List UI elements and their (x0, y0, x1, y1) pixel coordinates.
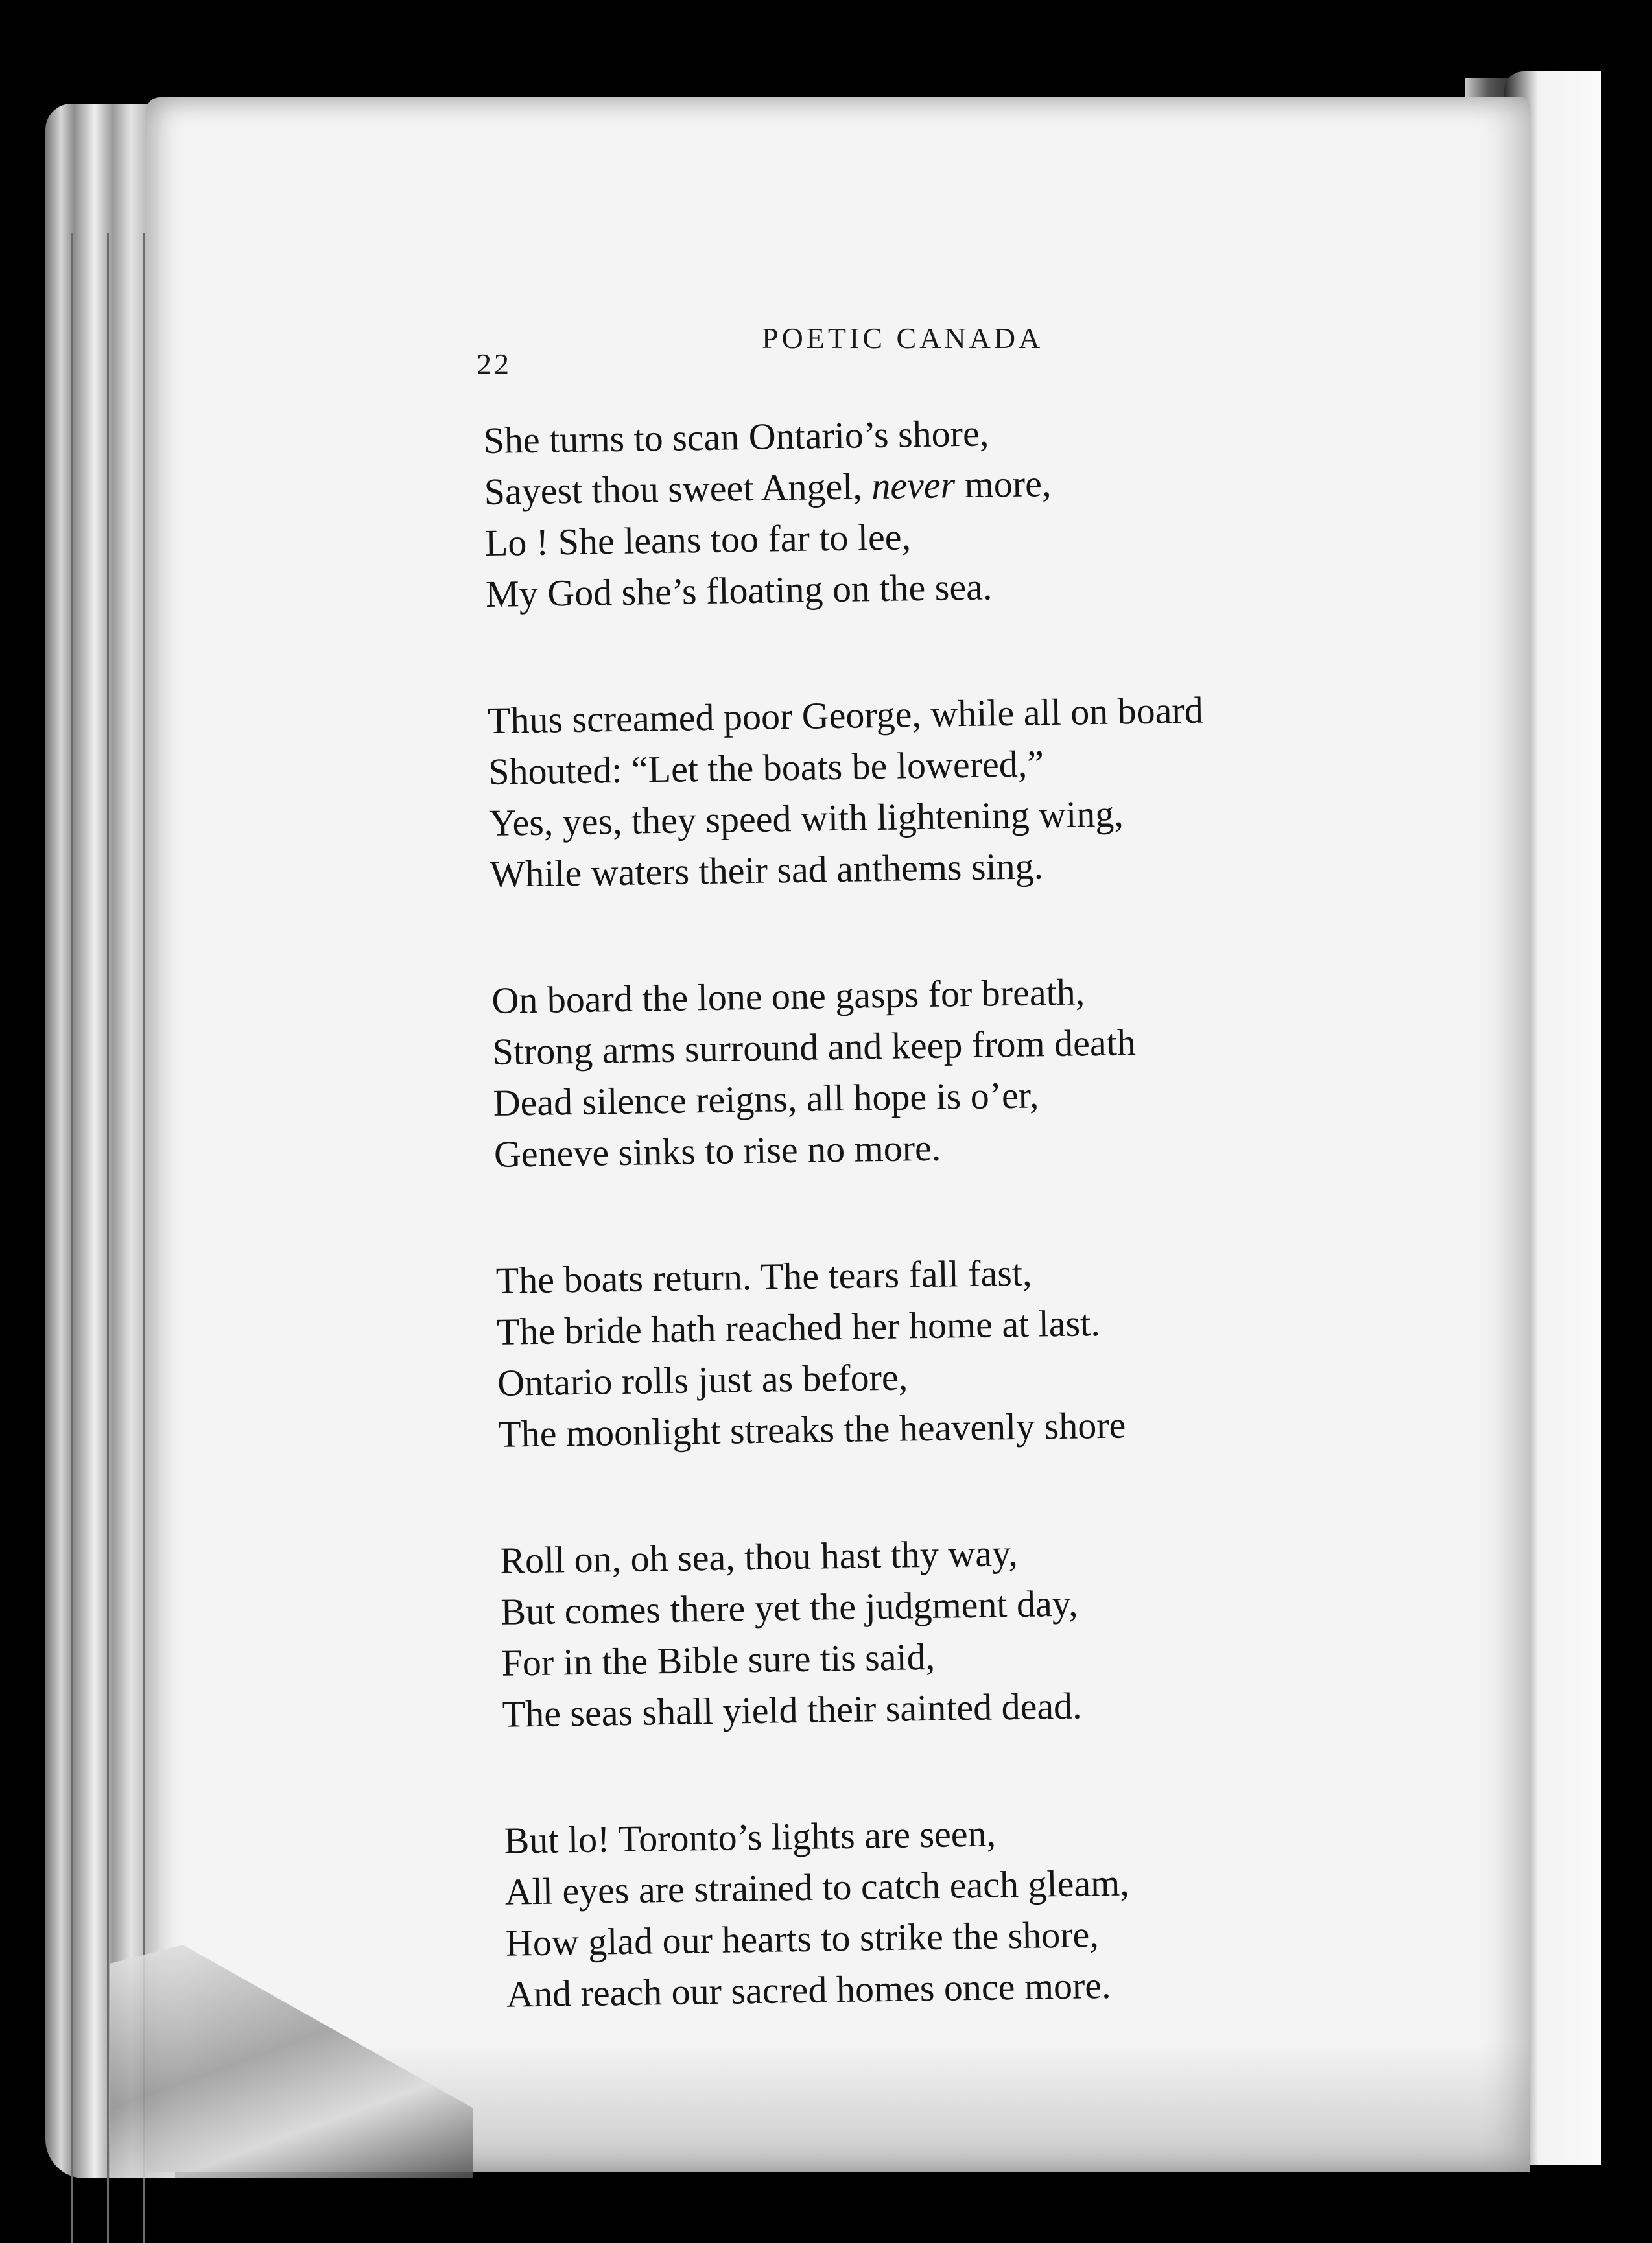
poem-line: Roll on, oh sea, thou hast thy way, (499, 1531, 1019, 1582)
running-head: POETIC CANADA (762, 322, 1044, 355)
poem-line: Geneve sinks to rise no more. (493, 1126, 941, 1175)
poem-line: How glad our hearts to strike the shore, (505, 1913, 1100, 1964)
stanza (500, 1521, 1398, 1739)
poem-line: And reach our sacred homes once more. (506, 1964, 1111, 2015)
poem-line: The boats return. The tears fall fast, (495, 1251, 1032, 1302)
poem-line: Lo ! She leans too far to lee, (484, 515, 912, 564)
page-edge-line (143, 233, 145, 2243)
poem-line: Strong arms surround and keep from death (492, 1021, 1137, 1073)
page-edge-line (71, 233, 73, 2243)
poem-line: For in the Bible sure tis said, (501, 1635, 936, 1684)
poem-line: The seas shall yield their sainted dead. (502, 1684, 1082, 1735)
stanza (491, 961, 1389, 1179)
poem-line: The bride hath reached her home at last. (496, 1302, 1101, 1353)
stanza (483, 402, 1381, 620)
stanza (504, 1802, 1402, 2019)
poem-line: While waters their sad anthems sing. (490, 845, 1044, 895)
poem-line: Ontario rolls just as before, (497, 1356, 908, 1404)
poem-line: But comes there yet the judgment day, (500, 1582, 1078, 1633)
poem-line-emphasis: never (871, 464, 956, 508)
stanza (495, 1241, 1393, 1459)
poem-line: On board the lone one gasps for breath, (491, 970, 1085, 1022)
poem-line: My God she’s floating on the sea. (485, 565, 993, 615)
poem-line: Thus screamed poor George, while all on board (487, 688, 1204, 742)
page-edge-line (107, 233, 109, 2243)
poem-line: The moonlight streaks the heavenly shore (497, 1403, 1126, 1455)
poem-line-segment: more, (954, 462, 1052, 506)
poem-line: Yes, yes, they speed with lightening wing, (488, 792, 1124, 844)
poem-line-segment: Sayest thou sweet Angel, (484, 465, 872, 513)
poem-line: She turns to scan Ontario’s shore, (483, 412, 989, 462)
poem-body (483, 402, 1402, 2095)
poem-line: All eyes are strained to catch each gleam, (504, 1861, 1130, 1913)
stanza (487, 681, 1385, 899)
poem-line: Dead silence reigns, all hope is o’er, (493, 1074, 1039, 1124)
page-header (477, 321, 1255, 381)
poem-line: But lo! Toronto’s lights are seen, (504, 1812, 997, 1862)
page-number: 22 (477, 347, 512, 381)
poem-line: Shouted: “Let the boats be lowered,” (488, 742, 1044, 793)
